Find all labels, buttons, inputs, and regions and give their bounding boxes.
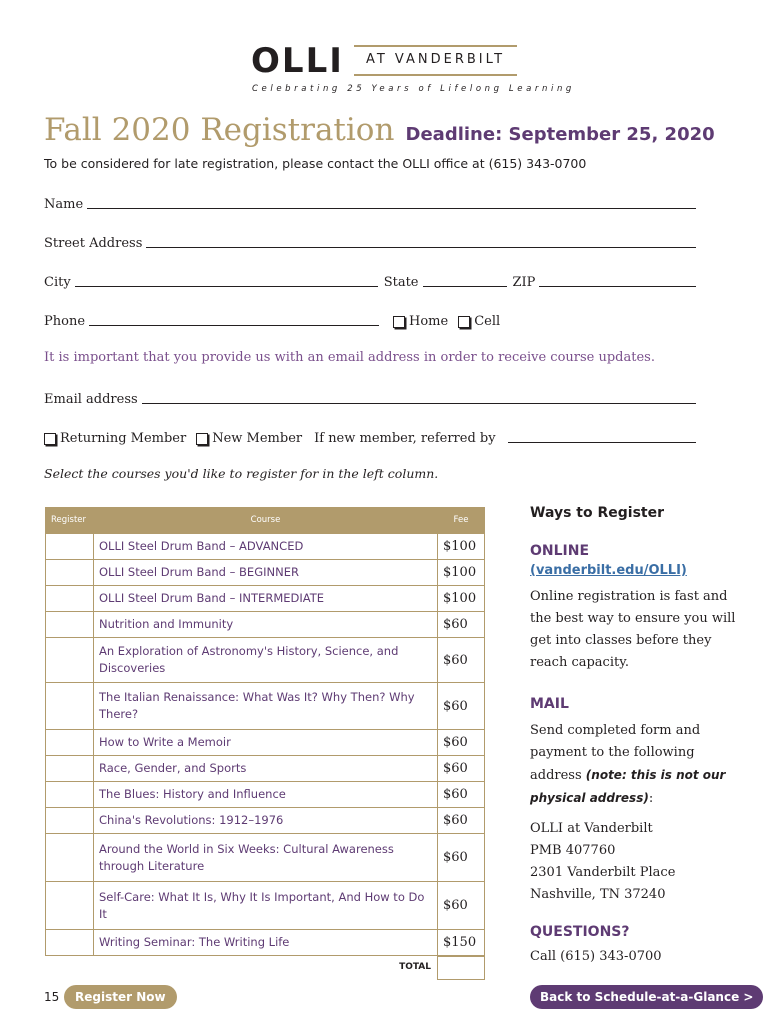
course-name: Writing Seminar: The Writing Life <box>99 935 290 949</box>
city-row <box>44 270 696 290</box>
register-now-button[interactable]: Register Now <box>64 985 177 1009</box>
register-cell[interactable] <box>45 560 94 585</box>
home-label: Home <box>409 314 449 329</box>
course-name: The Italian Renaissance: What Was It? Why Then? Why There? <box>99 690 415 721</box>
ways-title: Ways to Register <box>530 505 664 521</box>
register-cell[interactable] <box>45 612 94 637</box>
referred-label: If new member, referred by <box>314 431 496 446</box>
table-row <box>45 586 485 612</box>
title-main: Fall 2020 Registration <box>44 112 395 148</box>
address-line: PMB 407760 <box>530 843 616 858</box>
email-field[interactable] <box>142 389 696 404</box>
table-row <box>45 882 485 930</box>
table-row <box>45 808 485 834</box>
logo-rule-bottom <box>354 74 517 76</box>
course-name: Nutrition and Immunity <box>99 617 234 631</box>
table-row <box>45 560 485 586</box>
course-fee: $60 <box>437 808 485 833</box>
back-to-schedule-button[interactable]: Back to Schedule-at-a-Glance > <box>530 985 763 1009</box>
cell-checkbox[interactable] <box>458 314 500 329</box>
questions-heading: QUESTIONS? <box>530 924 630 940</box>
course-name: OLLI Steel Drum Band – ADVANCED <box>99 539 304 553</box>
page-number: 15 <box>44 990 60 1004</box>
table-row <box>45 756 485 782</box>
logo-at-vanderbilt: AT VANDERBILT <box>365 52 506 67</box>
city-field[interactable] <box>75 272 378 287</box>
table-row <box>45 683 485 730</box>
mail-text: Send completed form and payment to the following address <box>530 723 701 783</box>
course-name: Race, Gender, and Sports <box>99 761 247 775</box>
returning-member-checkbox[interactable] <box>44 431 186 446</box>
cell-label: Cell <box>474 314 501 329</box>
course-name: OLLI Steel Drum Band – BEGINNER <box>99 565 299 579</box>
table-body <box>45 533 485 956</box>
phone-label: Phone <box>44 314 86 329</box>
online-text: Online registration is fast and the best way to ensure you will get into classes before they reach capacity. <box>530 589 736 670</box>
email-row <box>44 387 696 407</box>
zip-label: ZIP <box>512 275 536 290</box>
total-field[interactable] <box>437 956 485 980</box>
name-label: Name <box>44 197 84 212</box>
checkbox-icon <box>458 316 470 328</box>
new-member-label: New Member <box>212 431 303 446</box>
course-fee: $60 <box>437 730 485 755</box>
table-row <box>45 638 485 683</box>
total-label: TOTAL <box>399 962 431 972</box>
register-cell[interactable] <box>45 730 94 755</box>
email-label: Email address <box>44 392 138 407</box>
online-link[interactable]: (vanderbilt.edu/OLLI) <box>530 563 687 578</box>
ways-to-register <box>530 505 740 968</box>
register-cell[interactable] <box>45 882 94 929</box>
mail-heading: MAIL <box>530 696 569 712</box>
course-fee: $60 <box>437 756 485 781</box>
street-label: Street Address <box>44 236 143 251</box>
register-cell[interactable] <box>45 586 94 611</box>
checkbox-icon <box>196 433 208 445</box>
page-title <box>44 112 715 148</box>
course-fee: $100 <box>437 534 485 559</box>
checkbox-icon <box>44 433 56 445</box>
name-row <box>44 192 696 212</box>
course-name: How to Write a Memoir <box>99 735 231 749</box>
phone-row <box>44 309 696 329</box>
address-line: 2301 Vanderbilt Place <box>530 865 676 880</box>
checkbox-icon <box>393 316 405 328</box>
course-fee: $60 <box>437 638 485 682</box>
table-row <box>45 533 485 560</box>
logo-rule-top <box>354 45 517 47</box>
register-cell[interactable] <box>45 638 94 682</box>
table-row <box>45 782 485 808</box>
mail-address <box>530 818 740 906</box>
address-line: OLLI at Vanderbilt <box>530 821 653 836</box>
returning-member-label: Returning Member <box>60 431 187 446</box>
table-header <box>45 507 485 533</box>
register-cell[interactable] <box>45 782 94 807</box>
online-heading: ONLINE <box>530 543 590 559</box>
mail-note: (note: this is not our physical address) <box>530 768 726 805</box>
header-fee: Fee <box>453 515 469 525</box>
register-cell[interactable] <box>45 534 94 559</box>
course-fee: $100 <box>437 560 485 585</box>
street-row <box>44 231 696 251</box>
course-fee: $60 <box>437 882 485 929</box>
course-fee: $60 <box>437 683 485 729</box>
course-table <box>45 507 485 980</box>
register-cell[interactable] <box>45 683 94 729</box>
course-name: Around the World in Six Weeks: Cultural Awareness through Literature <box>99 841 394 873</box>
address-line: Nashville, TN 37240 <box>530 887 666 902</box>
course-name: China's Revolutions: 1912–1976 <box>99 813 284 827</box>
new-member-checkbox[interactable] <box>196 431 302 446</box>
table-row <box>45 730 485 756</box>
member-row <box>44 426 696 446</box>
state-label: State <box>383 275 419 290</box>
mail-colon: : <box>648 791 654 806</box>
course-fee: $60 <box>437 612 485 637</box>
course-fee: $100 <box>437 586 485 611</box>
register-cell[interactable] <box>45 756 94 781</box>
logo-olli: OLLI <box>251 41 344 81</box>
register-cell[interactable] <box>45 834 94 881</box>
zip-field[interactable] <box>539 272 696 287</box>
state-field[interactable] <box>423 272 507 287</box>
questions-text: Call (615) 343-0700 <box>530 949 662 964</box>
register-cell[interactable] <box>45 808 94 833</box>
city-label: City <box>44 275 71 290</box>
name-field[interactable] <box>87 194 696 209</box>
title-deadline: Deadline: September 25, 2020 <box>405 124 715 145</box>
mail-text-block <box>530 720 740 810</box>
course-name: Self-Care: What It Is, Why It Is Important, And How to Do It <box>99 889 425 921</box>
late-registration-note: To be considered for late registration, please contact the OLLI office at (615) 343-0700 <box>44 156 587 171</box>
register-cell[interactable] <box>45 930 94 955</box>
course-fee: $60 <box>437 834 485 881</box>
street-field[interactable] <box>146 233 696 248</box>
course-name: OLLI Steel Drum Band – INTERMEDIATE <box>99 591 325 605</box>
select-courses-note: Select the courses you'd like to register for in the left column. <box>44 466 439 481</box>
header-course: Course <box>250 515 281 525</box>
referred-field[interactable] <box>508 428 696 443</box>
course-name: An Exploration of Astronomy's History, Science, and Discoveries <box>99 644 399 675</box>
email-notice: It is important that you provide us with an email address in order to receive course updates. <box>44 350 655 365</box>
table-row <box>45 612 485 638</box>
phone-field[interactable] <box>89 311 379 326</box>
course-name: The Blues: History and Influence <box>99 787 286 801</box>
header-register: Register <box>51 515 86 525</box>
total-row <box>45 956 485 980</box>
table-row <box>45 834 485 882</box>
home-checkbox[interactable] <box>393 314 448 329</box>
table-row <box>45 930 485 956</box>
course-fee: $60 <box>437 782 485 807</box>
logo-tagline: Celebrating 25 Years of Lifelong Learning <box>252 84 575 94</box>
course-fee: $150 <box>437 930 485 955</box>
